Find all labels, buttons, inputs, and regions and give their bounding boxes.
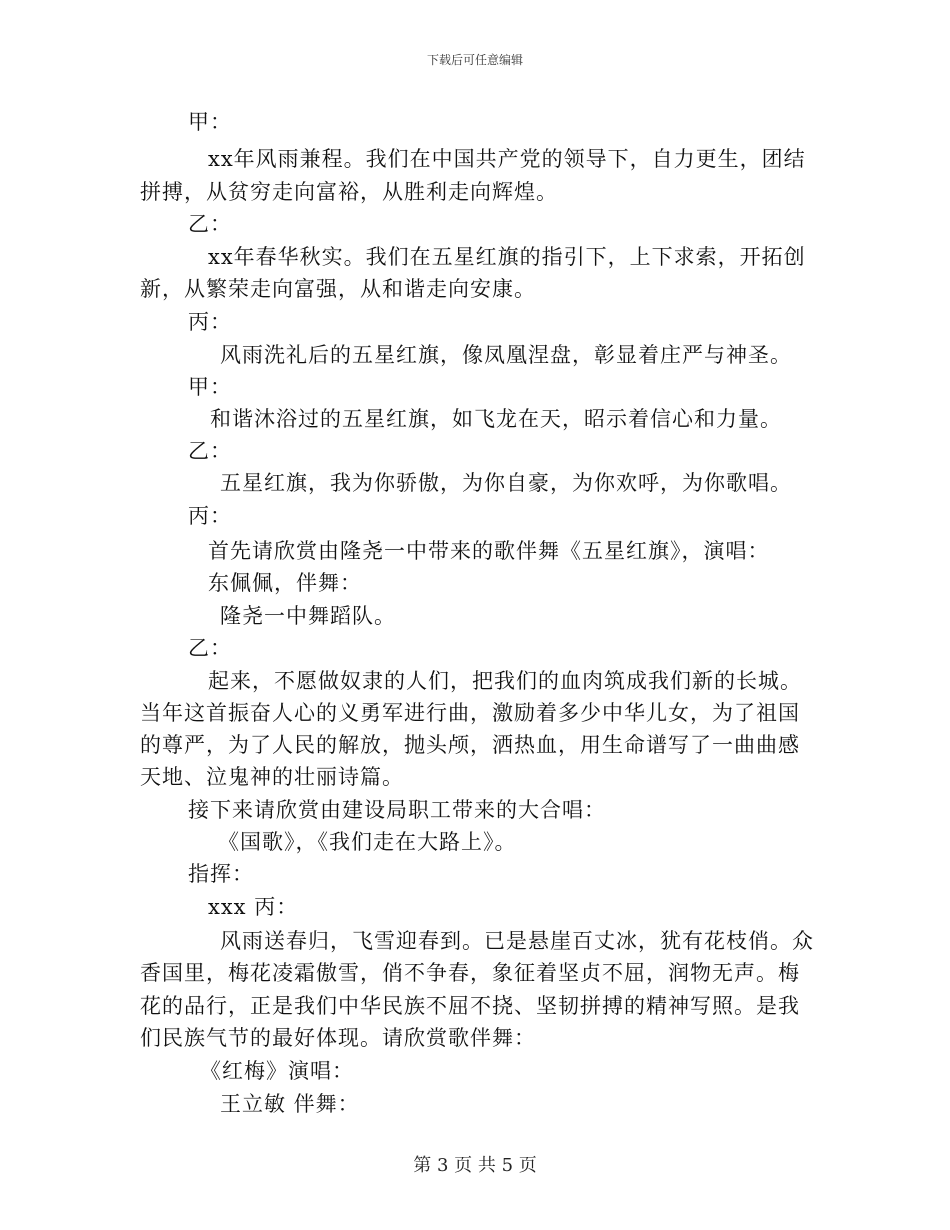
text-line: 当年这首振奋人心的义勇军进行曲，激励着多少中华儿女，为了祖国 [140, 701, 800, 725]
text-line: 《国歌》，《我们走在大路上》。 [218, 830, 517, 854]
text-line: xx年春华秋实。我们在五星红旗的指引下，上下求索，开拓创 [208, 245, 806, 269]
speaker-label: 甲： [188, 375, 232, 399]
text-line: 接下来请欣赏由建设局职工带来的大合唱： [188, 798, 606, 822]
text-line: 们民族气节的最好体现。请欣赏歌伴舞： [140, 1026, 536, 1050]
text-line: 五星红旗，我为你骄傲，为你自豪，为你欢呼，为你歌唱。 [220, 471, 792, 495]
text-line: 首先请欣赏由隆尧一中带来的歌伴舞《五星红旗》，演唱： [208, 539, 770, 563]
speaker-label: 乙： [188, 212, 232, 236]
speaker-label: 丙： [188, 504, 232, 528]
text-line: 起来，不愿做奴隶的人们，把我们的血肉筑成我们新的长城。 [208, 669, 802, 693]
speaker-label: 甲： [188, 110, 232, 134]
page-number: 第 3 页 共 5 页 [413, 1155, 537, 1176]
speaker-label: 乙： [188, 636, 232, 660]
text-line: 天地、泣鬼神的壮丽诗篇。 [140, 765, 404, 789]
page-header-note: 下载后可任意编辑 [426, 53, 523, 67]
speaker-label: 丙： [188, 310, 232, 334]
text-line: 《红梅》演唱： [200, 1059, 354, 1083]
text-line: 王立敏 伴舞： [220, 1092, 360, 1116]
text-line: 拼搏，从贫穷走向富裕，从胜利走向辉煌。 [140, 180, 558, 204]
speaker-label: 指挥： [188, 862, 254, 886]
text-line: xxx 丙： [208, 895, 299, 919]
text-line: xx年风雨兼程。我们在中国共产党的领导下，自力更生，团结 [208, 147, 806, 171]
text-line: 风雨洗礼后的五星红旗，像凤凰涅盘，彰显着庄严与神圣。 [220, 343, 792, 367]
text-line: 东佩佩，伴舞： [208, 571, 362, 595]
text-line: 的尊严，为了人民的解放，抛头颅，洒热血，用生命谱写了一曲曲感 [140, 733, 800, 757]
text-line: 新，从繁荣走向富强，从和谐走向安康。 [140, 277, 536, 301]
speaker-label: 乙： [188, 439, 232, 463]
text-line: 香国里，梅花凌霜傲雪，俏不争春，象征着坚贞不屈，润物无声。梅 [140, 961, 800, 985]
text-line: 花的品行，正是我们中华民族不屈不挠、坚韧拼搏的精神写照。是我 [140, 994, 800, 1018]
text-line: 隆尧一中舞蹈队。 [220, 604, 396, 628]
text-line: 和谐沐浴过的五星红旗，如飞龙在天，昭示着信心和力量。 [210, 407, 782, 431]
text-line: 风雨送春归，飞雪迎春到。已是悬崖百丈冰，犹有花枝俏。众 [220, 929, 814, 953]
